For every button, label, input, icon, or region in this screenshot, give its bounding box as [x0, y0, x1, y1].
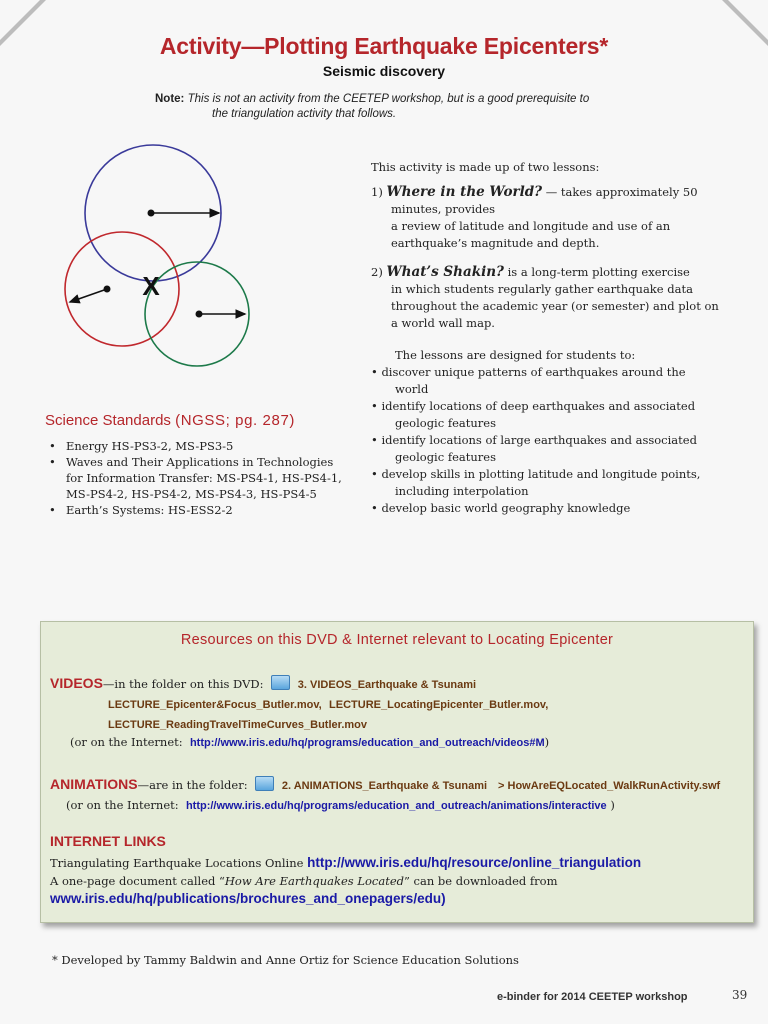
- triangulation-url-link[interactable]: http://www.iris.edu/hq/resource/online_triangulation: [307, 855, 642, 870]
- internet-link-1: Triangulating Earthquake Locations Online http://www.iris.edu/hq/resource/online_triangulation: [50, 855, 642, 870]
- folder-icon: [271, 675, 290, 690]
- note-label: Note:: [155, 93, 185, 105]
- lesson-2-line2: in which students regularly gather earthquake data: [391, 282, 693, 296]
- lesson-1-num: 1): [371, 185, 383, 199]
- goal-item: • develop skills in plotting latitude and longitude points, including interpolation: [371, 467, 701, 498]
- note-line1: This is not an activity from the CEETEP workshop, but is a good prerequisite to: [187, 93, 590, 105]
- goal-item: • develop basic world geography knowledge: [371, 501, 631, 515]
- lesson-summary: [371, 159, 731, 517]
- video-file-link[interactable]: LECTURE_ReadingTravelTimeCurves_Butler.mov: [108, 719, 367, 731]
- internet-link-3: [50, 891, 446, 906]
- goal-item: • identify locations of large earthquakes and associated geologic features: [371, 433, 697, 464]
- animations-desc: —are in the folder:: [137, 778, 248, 792]
- lesson-2-text: is a long-term plotting exercise: [503, 265, 690, 279]
- intro-text: This activity is made up of two lessons:: [371, 160, 600, 174]
- lesson-1-text: — takes approximately 50: [542, 185, 698, 199]
- lesson-2-line3: throughout the academic year (or semester) and plot on: [391, 299, 719, 313]
- station-circle-red: [65, 232, 179, 346]
- lesson-2-title: What’s Shakin?: [386, 264, 504, 280]
- standards-heading: [45, 412, 295, 429]
- folder-icon: [255, 776, 274, 791]
- videos-files-1: [108, 697, 548, 711]
- page-footer: e-binder for 2014 CEETEP workshop: [497, 991, 688, 1003]
- footnote: * Developed by Tammy Baldwin and Anne Ortiz for Science Education Solutions: [52, 953, 519, 967]
- internet-links-label: INTERNET LINKS: [50, 833, 166, 849]
- videos-url-link[interactable]: http://www.iris.edu/hq/programs/education_and_outreach/videos#M: [189, 737, 545, 749]
- lesson-1-line3: a review of latitude and longitude and use of an: [391, 219, 671, 233]
- animation-file-link[interactable]: > HowAreEQLocated_WalkRunActivity.swf: [498, 780, 721, 792]
- page-subtitle: Seismic discovery: [322, 63, 446, 79]
- animations-label: ANIMATIONS: [50, 776, 138, 792]
- lesson-2: [371, 264, 731, 332]
- lesson-1: [371, 184, 731, 252]
- video-file-link[interactable]: LECTURE_Epicenter&Focus_Butler.mov,: [108, 699, 322, 711]
- lesson-1-title: Where in the World?: [386, 184, 543, 200]
- brochure-url-link[interactable]: www.iris.edu/hq/publications/brochures_and_onepagers/edu): [50, 891, 446, 906]
- standard-item: • Earth’s Systems: HS-ESS2-2: [45, 502, 375, 518]
- designed-intro: The lessons are designed for students to:: [395, 348, 636, 362]
- videos-files-2: [108, 717, 367, 731]
- video-file-link[interactable]: LECTURE_LocatingEpicenter_Butler.mov,: [329, 699, 549, 711]
- internet-link-2: A one-page document called “How Are Earthquakes Located” can be downloaded from: [50, 874, 558, 888]
- animations-folder-link[interactable]: 2. ANIMATIONS_Earthquake & Tsunami: [281, 780, 488, 792]
- standards-list: [45, 438, 375, 518]
- standard-item: • Energy HS-PS3-2, MS-PS3-5: [45, 438, 375, 454]
- standards-ngss: (NGSS; pg. 287): [175, 412, 295, 429]
- goal-item: • identify locations of deep earthquakes and associated geologic features: [371, 399, 696, 430]
- triangulation-diagram: [55, 140, 265, 370]
- goal-item: • discover unique patterns of earthquakes around the world: [371, 365, 686, 396]
- videos-label: VIDEOS: [50, 675, 103, 691]
- standards-title: Science Standards: [45, 412, 171, 429]
- videos-desc: —in the folder on this DVD:: [102, 677, 264, 691]
- page-title: Activity—Plotting Earthquake Epicenters*: [159, 33, 609, 59]
- resources-heading: Resources on this DVD & Internet relevant to Locating Epicenter: [180, 632, 614, 648]
- lesson-2-line4: a world wall map.: [391, 316, 495, 330]
- videos-line: [50, 675, 476, 691]
- lesson-1-line4: earthquake’s magnitude and depth.: [391, 236, 600, 250]
- animations-internet: (or on the Internet: http://www.iris.edu/hq/programs/education_and_outreach/animations/interactive ): [66, 798, 615, 812]
- page-number: 39: [732, 988, 748, 1002]
- lesson-1-line2: minutes, provides: [391, 202, 496, 216]
- standard-item: • Waves and Their Applications in Technologies for Information Transfer: MS-PS4-1, HS-PS4-1, MS-PS4-2, HS-PS4-2, MS-PS4-3, HS-PS4-5: [45, 454, 375, 502]
- videos-folder-link[interactable]: 3. VIDEOS_Earthquake & Tsunami: [297, 679, 477, 691]
- epicenter-marker: X: [142, 271, 160, 301]
- note-line2: the triangulation activity that follows.: [212, 108, 397, 120]
- animations-url-link[interactable]: http://www.iris.edu/hq/programs/education_and_outreach/animations/interactive: [185, 800, 607, 812]
- radius-arrow-red: [70, 289, 107, 302]
- note: [155, 92, 625, 122]
- lesson-2-num: 2): [371, 265, 383, 279]
- animations-line: [50, 776, 720, 792]
- videos-internet: (or on the Internet: http://www.iris.edu/hq/programs/education_and_outreach/videos#M): [70, 735, 550, 749]
- resources-box: [40, 621, 754, 923]
